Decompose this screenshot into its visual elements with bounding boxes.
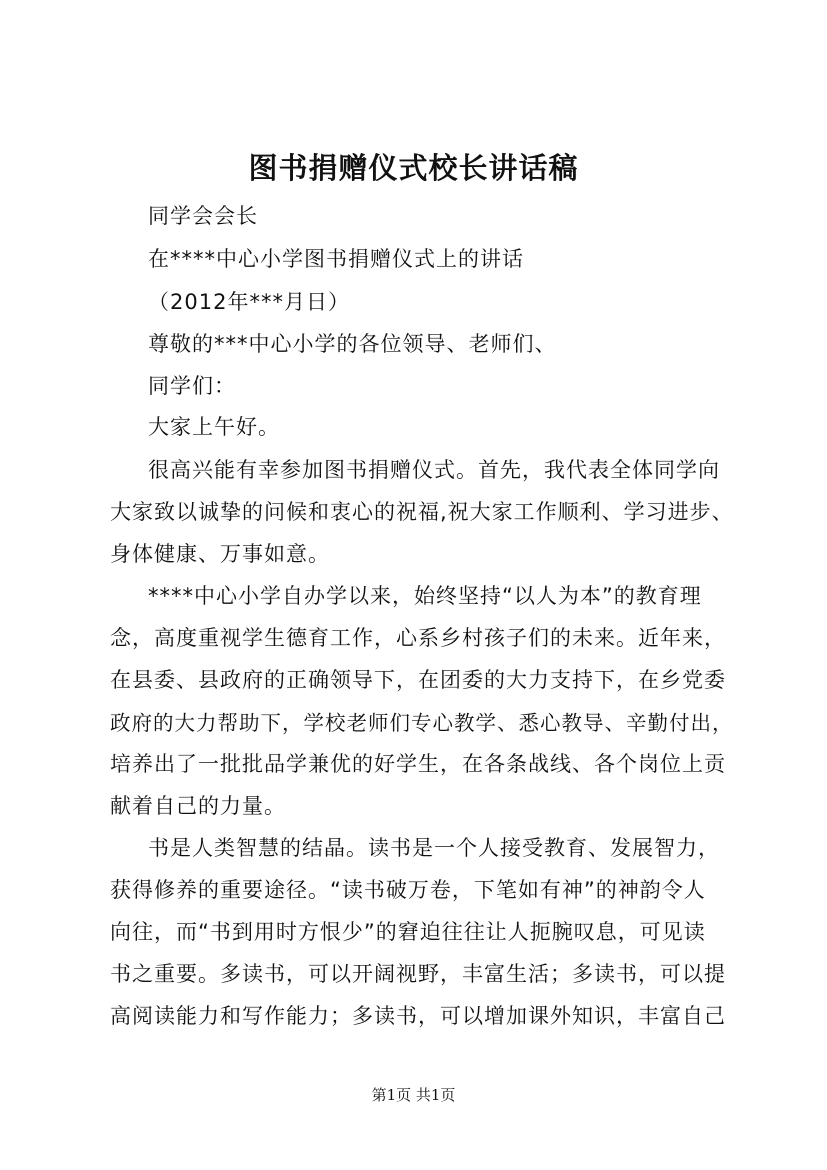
line-13: 政府的大力帮助下，学校老师们专心教学、悉心教导、辛勤付出，	[110, 711, 734, 735]
line-3: （2012年***月日）	[148, 290, 350, 314]
line-9: 身体健康、万事如意。	[110, 542, 330, 566]
line-1: 同学会会长	[148, 204, 258, 228]
line-7: 很高兴能有幸参加图书捐赠仪式。首先，我代表全体同学向	[148, 458, 720, 482]
line-5: 同学们：	[148, 374, 236, 398]
line-18: 向往，而“书到用时方恨少”的窘迫往往让人扼腕叹息，可见读	[110, 920, 706, 944]
line-10: ****中心小学自办学以来，始终坚持“以人为本”的教育理	[148, 584, 702, 608]
line-12: 在县委、县政府的正确领导下，在团委的大力支持下，在乡党委	[110, 668, 726, 692]
line-19: 书之重要。多读书，可以开阔视野，丰富生活；多读书，可以提	[110, 962, 726, 986]
line-2: 在****中心小学图书捐赠仪式上的讲话	[148, 247, 524, 271]
line-8: 大家致以诚挚的问候和衷心的祝福,祝大家工作顺利、学习进步、	[110, 500, 734, 524]
line-14: 培养出了一批批品学兼优的好学生，在各条战线、各个岗位上贡	[110, 752, 726, 776]
line-15: 献着自己的力量。	[110, 794, 286, 818]
line-6: 大家上午好。	[148, 415, 280, 439]
line-16: 书是人类智慧的结晶。读书是一个人接受教育、发展智力，	[148, 836, 720, 860]
page-title: 图书捐赠仪式校长讲话稿	[248, 151, 579, 185]
line-11: 念，高度重视学生德育工作，心系乡村孩子们的未来。近年来，	[110, 626, 726, 650]
line-17: 获得修养的重要途径。“读书破万卷，下笔如有神”的神韵令人	[110, 878, 706, 902]
line-4: 尊敬的***中心小学的各位领导、老师们、	[148, 332, 557, 356]
page-footer: 第1页 共1页	[371, 1086, 456, 1104]
line-20: 高阅读能力和写作能力；多读书，可以增加课外知识，丰富自己	[110, 1004, 726, 1028]
